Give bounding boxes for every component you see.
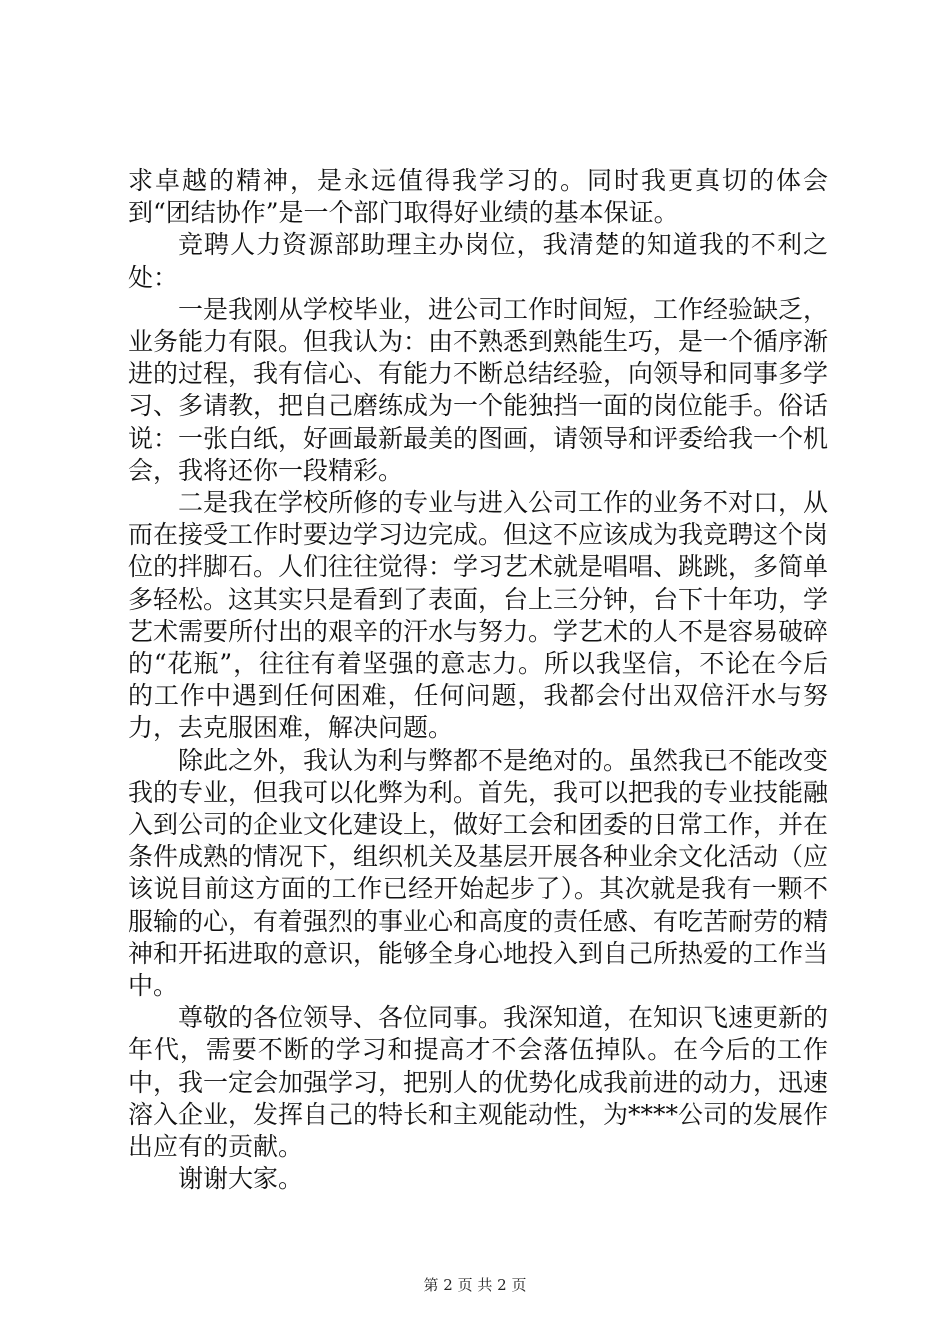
paragraph-continuation: 求卓越的精神，是永远值得我学习的。同时我更真切的体会到“团结协作”是一个部门取得好业绩的基本保证。 (128, 166, 828, 228)
paragraph-point-two: 二是我在学校所修的专业与进入公司工作的业务不对口，从而在接受工作时要边学习边完成。但这不应该成为我竞聘这个岗位的拌脚石。人们往往觉得：学习艺术就是唱唱、跳跳，多简单多轻松。这其实只是看到了表面，台上三分钟，台下十年功，学艺术需要所付出的艰辛的汗水与努力。学艺术的人不是容易破碎的“花瓶”，往往有着坚强的意志力。所以我坚信，不论在今后的工作中遇到任何困难，任何问题，我都会付出双倍汗水与努力，去克服困难，解决问题。 (128, 488, 829, 743)
paragraph-besides: 除此之外，我认为利与弊都不是绝对的。虽然我已不能改变我的专业，但我可以化弊为利。首先，我可以把我的专业技能融入到公司的企业文化建设上，做好工会和团委的日常工作，并在条件成熟的情况下，组织机关及基层开展各种业余文化活动（应该说目前这方面的工作已经开始起步了）。其次就是我有一颗不服输的心，有着强烈的事业心和高度的责任感、有吃苦耐劳的精神和开拓进取的意识，能够全身心地投入到自己所热爱的工作当中。 (128, 745, 829, 1001)
paragraph-closing: 尊敬的各位领导、各位同事。我深知道，在知识飞速更新的年代，需要不断的学习和提高才不会落伍掉队。在今后的工作中，我一定会加强学习，把别人的优势化成我前进的动力，迅速溶入企业，发挥自己的特长和主观能动性，为****公司的发展作出应有的贡献。 (128, 1003, 829, 1162)
paragraph-intro: 竞聘人力资源部助理主办岗位，我清楚的知道我的不利之处： (128, 230, 828, 292)
paragraph-point-one: 一是我刚从学校毕业，进公司工作时间短，工作经验缺乏，业务能力有限。但我认为：由不熟悉到熟能生巧，是一个循序渐进的过程，我有信心、有能力不断总结经验，向领导和同事多学习、多请教，把自己磨练成为一个能独挡一面的岗位能手。俗话说：一张白纸，好画最新最美的图画，请领导和评委给我一个机会，我将还你一段精彩。 (128, 294, 829, 485)
page-footer: 第 2 页 共 2 页 (423, 1276, 527, 1294)
paragraph-thanks: 谢谢大家。 (178, 1164, 304, 1194)
body-text (128, 165, 828, 1196)
